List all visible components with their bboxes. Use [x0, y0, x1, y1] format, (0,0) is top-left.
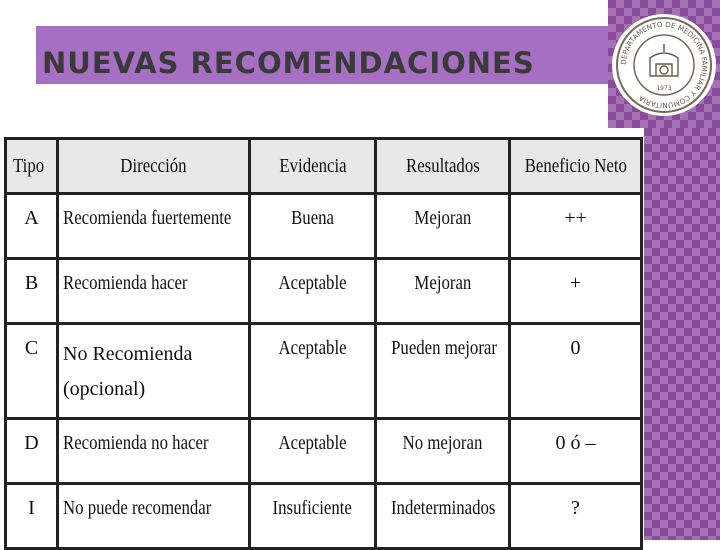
header-beneficio-neto: Beneficio Neto	[510, 139, 642, 194]
recommendations-table-container	[4, 137, 640, 517]
table-row	[6, 419, 642, 484]
cell-beneficio: ++	[510, 194, 642, 259]
cell-evidencia: Aceptable	[250, 419, 376, 484]
cell-evidencia: Aceptable	[250, 324, 376, 419]
cell-direccion: Recomienda hacer	[58, 259, 250, 324]
cell-direccion: No Recomienda (opcional)	[58, 324, 250, 419]
svg-text:DEPARTAMENTO DE MEDICINA FAMIL: DEPARTAMENTO DE MEDICINA FAMILIAR Y COMUNITARIA	[618, 19, 710, 111]
cell-resultados: No mejoran	[376, 419, 510, 484]
table-row	[6, 194, 642, 259]
table-row	[6, 259, 642, 324]
header-evidencia: Evidencia	[250, 139, 376, 194]
header-resultados: Resultados	[376, 139, 510, 194]
cell-evidencia: Insuficiente	[250, 484, 376, 549]
cell-resultados: Pueden mejorar	[376, 324, 510, 419]
cell-tipo: D	[6, 419, 58, 484]
cell-direccion: Recomienda fuertemente	[58, 194, 250, 259]
recommendations-table	[4, 137, 643, 550]
cell-evidencia: Buena	[250, 194, 376, 259]
page-title: NUEVAS RECOMENDACIONES	[42, 46, 535, 80]
cell-resultados: Mejoran	[376, 259, 510, 324]
cell-resultados: Mejoran	[376, 194, 510, 259]
department-seal-logo	[612, 14, 716, 116]
cell-tipo: I	[6, 484, 58, 549]
cell-evidencia: Aceptable	[250, 259, 376, 324]
cell-tipo: B	[6, 259, 58, 324]
header-tipo: Tipo	[6, 139, 58, 194]
cell-beneficio: +	[510, 259, 642, 324]
cell-beneficio: 0 ó –	[510, 419, 642, 484]
table-row	[6, 484, 642, 549]
cell-tipo: A	[6, 194, 58, 259]
table-row	[6, 324, 642, 419]
decorative-pattern-strip	[644, 128, 720, 540]
header-direccion: Dirección	[58, 139, 250, 194]
cell-resultados: Indeterminados	[376, 484, 510, 549]
title-bar	[36, 26, 608, 84]
svg-text:1973: 1973	[656, 85, 672, 92]
cell-beneficio: 0	[510, 324, 642, 419]
seal-icon	[612, 14, 716, 116]
table-header-row	[6, 139, 642, 194]
cell-beneficio: ?	[510, 484, 642, 549]
cell-tipo: C	[6, 324, 58, 419]
cell-direccion: No puede recomendar	[58, 484, 250, 549]
cell-direccion: Recomienda no hacer	[58, 419, 250, 484]
